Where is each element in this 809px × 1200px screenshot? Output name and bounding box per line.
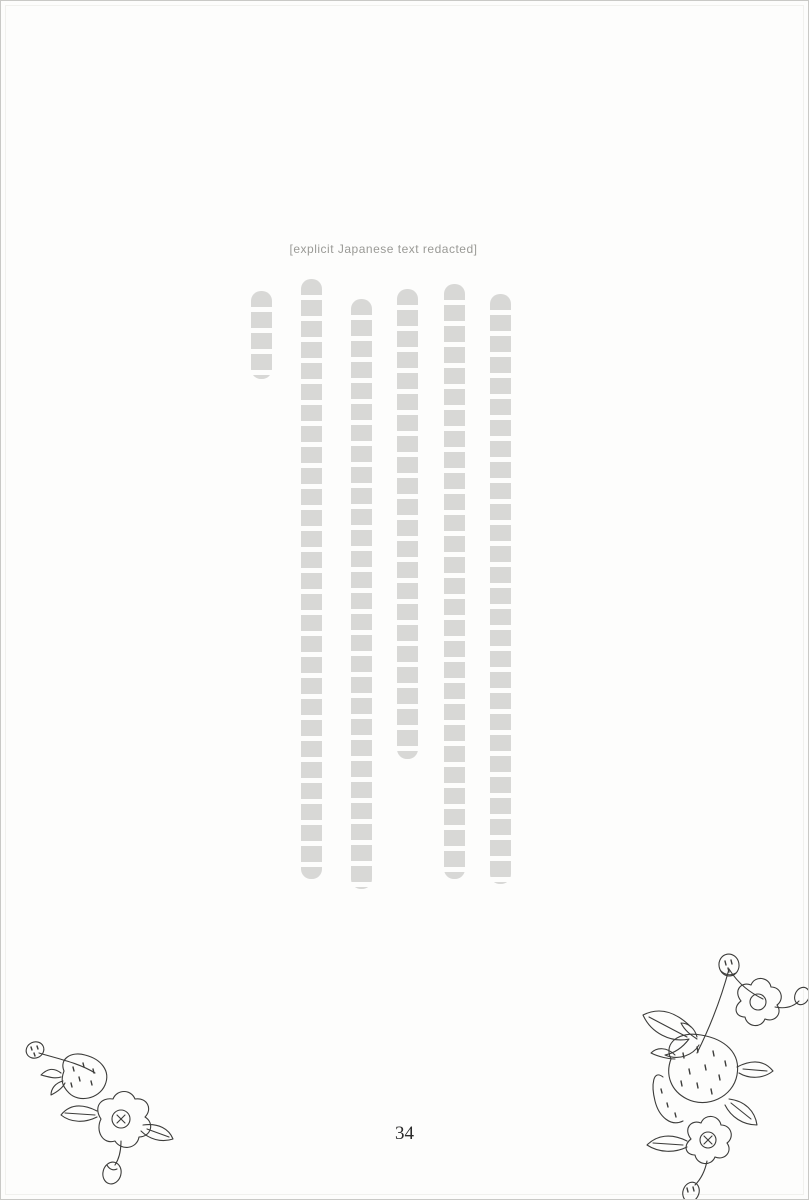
text-column-3 — [397, 289, 418, 759]
strawberry-flower-cluster-icon — [579, 949, 809, 1200]
vertical-text-block — [236, 242, 531, 901]
text-column-5 — [301, 279, 322, 879]
strawberry-flower-sprig-icon — [9, 1011, 209, 1200]
text-column-6 — [251, 291, 272, 379]
text-column-1 — [490, 294, 511, 884]
redaction-notice: [explicit Japanese text redacted] — [289, 242, 478, 256]
page-number: 34 — [395, 1123, 414, 1144]
text-column-2 — [444, 284, 465, 879]
text-column-4 — [351, 299, 372, 889]
